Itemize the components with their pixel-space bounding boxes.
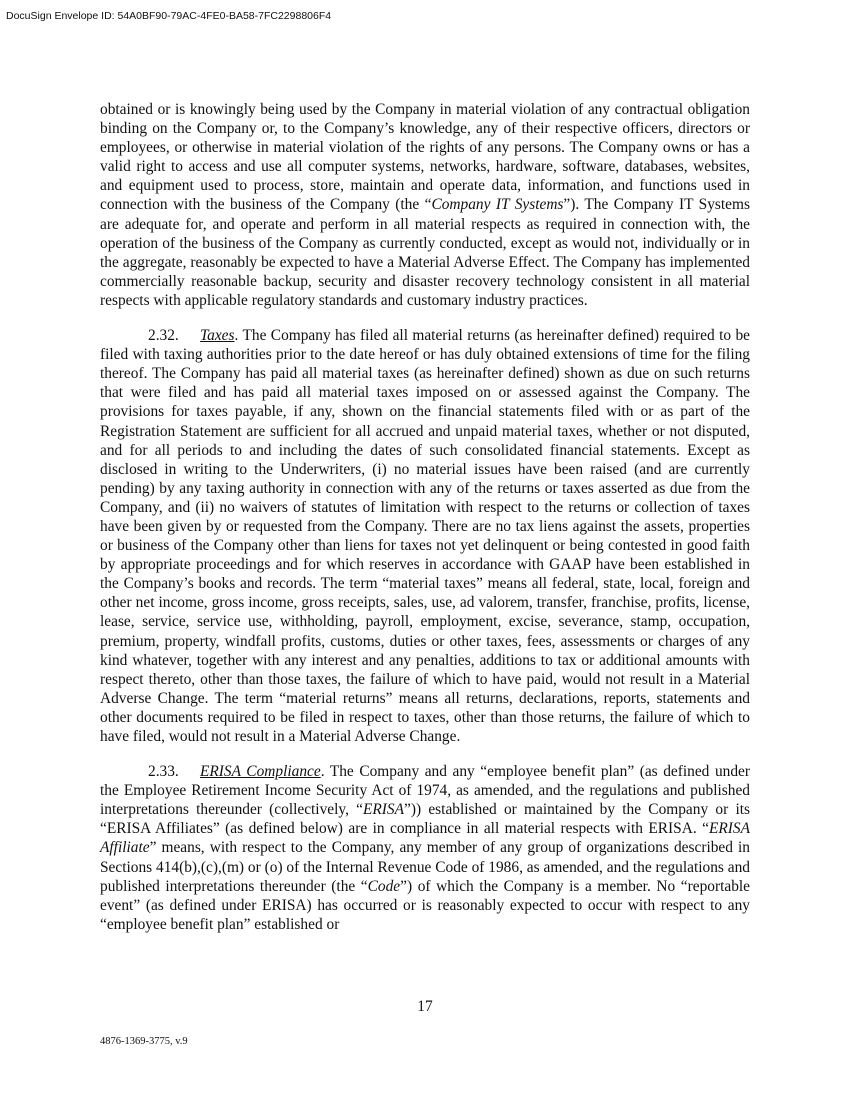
text-run: . The Company has filed all material returns (as hereinafter defined) required to be filed with taxing authorities prior to the date hereof or has duly obtained extensions of time for the filing thereof. The Company has paid all material taxes (as hereinafter defined) shown as due on such returns that were filed and has paid all material taxes imposed on or assessed against the Company. The provisions for taxes payable, if any, shown on the financial statements filed with or as part of the Registration Statement are sufficient for all accrued and unpaid material taxes, whether or not disputed, and for all periods to and including the dates of such consolidated financial statements. Except as disclosed in writing to the Underwriters, (i) no material issues have been raised (and are currently pending) by any taxing authority in connection with any of the returns or taxes asserted as due from the Company, and (ii) no waivers of statutes of limitation with respect to the returns or collection of taxes have been given by or requested from the Company. There are no tax liens against the assets, properties or business of the Company other than liens for taxes not yet delinquent or being contested in good faith by appropriate proceedings and for which reserves in accordance with GAAP have been established in the Company’s books and records. The term “material taxes” means all federal, state, local, foreign and other net income, gross income, gross receipts, sales, use, ad valorem, transfer, franchise, profits, license, lease, service, service use, withholding, payroll, employment, excise, severance, stamp, occupation, premium, property, windfall profits, customs, duties or other taxes, fees, assessments or charges of any kind whatever, together with any interest and any penalties, additions to tax or additional amounts with respect thereto, other than those taxes, the failure of which to have paid, would not result in a Material Adverse Change. The term “material returns” means all returns, declarations, reports, statements and other documents required to be filed in respect to taxes, other than those returns, the failure of which to have filed, would not result in a Material Adverse Change. [100,327,750,745]
page-number: 17 [417,998,433,1015]
section-heading: ERISA Compliance [200,763,321,781]
text-run: ”) of which the Company is a member. No “reportable event” (as defined under ERISA) has occurred or is reasonably expected to occur with respect to any “employee benefit plan” established or [100,877,750,933]
defined-term: ERISA [363,801,405,819]
text-run: ”)) established or maintained by the Company or its “ERISA Affiliates” (as defined below) are in compliance in all material respects with ERISA. “ [100,801,750,838]
section-number: 2.32. [148,327,179,345]
defined-term: Code [367,877,401,895]
document-id: 4876-1369-3775, v.9 [100,1036,188,1047]
section-2-33 [100,762,750,934]
paragraph-continued [100,100,750,310]
text-run: ” means, with respect to the Company, any member of any group of organizations described in Sections 414(b),(c),(m) or (o) of the Internal Revenue Code of 1986, as amended, and the regulations and published interpretations thereunder (the “ [100,839,750,895]
defined-term: Company IT Systems [431,196,564,214]
section-heading: Taxes [200,327,235,345]
defined-term: ERISA Affiliate [100,820,750,857]
section-2-32 [100,326,750,746]
text-run: ”). The Company IT Systems are adequate for, and operate and perform in all material respects as required in connection with, the operation of the business of the Company as currently conducted, except as would not, individually or in the aggregate, reasonably be expected to have a Material Adverse Effect. The Company has implemented commercially reasonable backup, security and disaster recovery technology consistent in all material respects with applicable regulatory standards and customary industry practices. [100,196,750,309]
document-body [100,100,750,950]
section-number: 2.33. [148,763,179,781]
docusign-envelope-id: DocuSign Envelope ID: 54A0BF90-79AC-4FE0-BA58-7FC2298806F4 [6,10,332,22]
text-run: . The Company and any “employee benefit plan” (as defined under the Employee Retirement Income Security Act of 1974, as amended, and the regulations and published interpretations thereunder (collectively, “ [100,763,750,819]
text-run: obtained or is knowingly being used by the Company in material violation of any contractual obligation binding on the Company or, to the Company’s knowledge, any of their respective officers, directors or employees, or otherwise in material violation of the rights of any persons. The Company owns or has a valid right to access and use all computer systems, networks, hardware, software, databases, websites, and equipment used to process, store, maintain and operate data, information, and functions used in connection with the business of the Company (the “ [100,101,750,214]
